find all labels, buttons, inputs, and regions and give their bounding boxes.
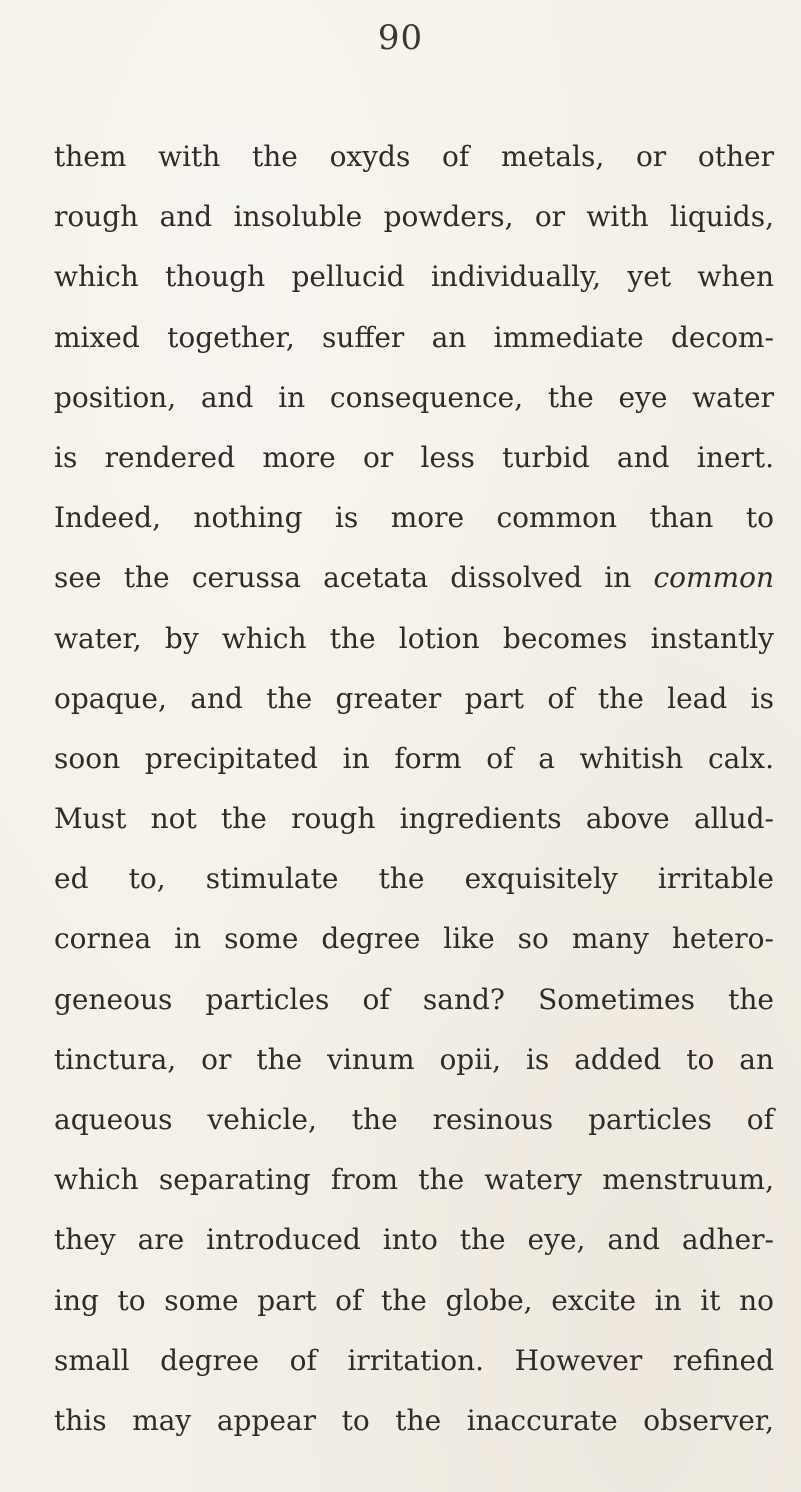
text-line-2: rough and insoluble powders, or with liquids, bbox=[54, 200, 774, 234]
text-line-1: them with the oxyds of metals, or other bbox=[54, 140, 774, 173]
text-line-22: this may appear to the inaccurate observer, bbox=[54, 1403, 774, 1437]
text-line-18: which separating from the watery menstruum, bbox=[54, 1163, 774, 1197]
text-line-7: Indeed, nothing is more common than to bbox=[54, 501, 774, 535]
body-text bbox=[54, 127, 774, 1451]
text-line-11: soon precipitated in form of a whitish calx. bbox=[54, 741, 774, 775]
text-line-13: ed to, stimulate the exquisitely irritable bbox=[54, 862, 774, 896]
text-line-10: opaque, and the greater part of the lead is bbox=[54, 681, 774, 715]
text-line-20: ing to some part of the globe, excite in it no bbox=[54, 1283, 774, 1317]
text-line-15: geneous particles of sand? Sometimes the bbox=[54, 982, 774, 1016]
text-line-16: tinctura, or the vinum opii, is added to an bbox=[54, 1042, 774, 1076]
text-line-14: cornea in some degree like so many hetero- bbox=[54, 922, 774, 956]
text-line-4: mixed together, suffer an immediate decom- bbox=[54, 320, 774, 354]
text-line-19: they are introduced into the eye, and adher- bbox=[54, 1223, 774, 1257]
text-line-6: is rendered more or less turbid and inert. bbox=[54, 440, 774, 474]
text-line-9: water, by which the lotion becomes instantly bbox=[54, 621, 774, 655]
text-line-17: aqueous vehicle, the resinous particles of bbox=[54, 1103, 774, 1136]
page-number: 90 bbox=[377, 18, 424, 58]
text-line-21: small degree of irritation. However refined bbox=[54, 1343, 774, 1377]
text-line-8 bbox=[54, 548, 774, 608]
text-line-12: Must not the rough ingredients above allud- bbox=[54, 802, 774, 836]
italic-word: common bbox=[653, 561, 774, 595]
text-line-5: position, and in consequence, the eye water bbox=[54, 380, 774, 414]
text-line-8-main: see the cerussa acetata dissolved in bbox=[54, 561, 632, 595]
text-line-3: which though pellucid individually, yet when bbox=[54, 260, 774, 294]
